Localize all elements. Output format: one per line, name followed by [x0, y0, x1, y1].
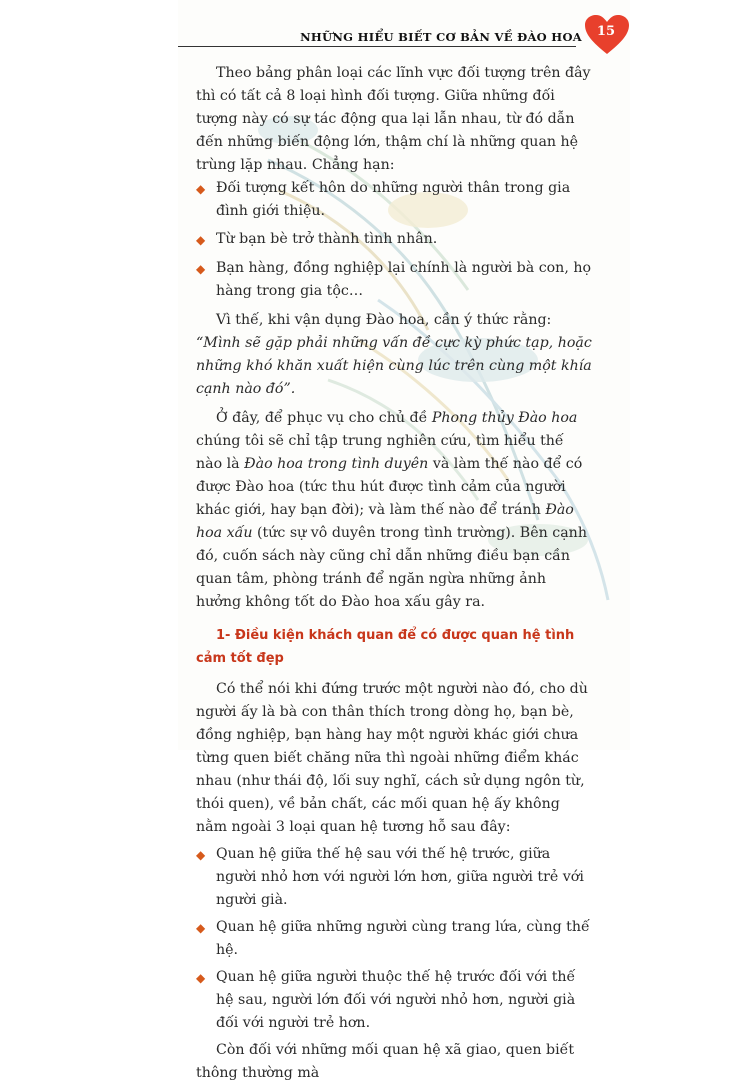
- list-item: [196, 228, 594, 252]
- paragraph-text: Vì thế, khi vận dụng Đào hoa, cần ý thức rằng:: [216, 312, 552, 328]
- list-item: [196, 966, 594, 1035]
- paragraph: Theo bảng phân loại các lĩnh vực đối tượng trên đây thì có tất cả 8 loại hình đối tượng. Giữa những đối tượng này có sự tác động qua lại lẫn nhau, từ đó dẫn đến những biến động lớn, thậm chí là những quan hệ trùng lặp nhau. Chẳng hạn:: [196, 65, 591, 173]
- paragraph: Còn đối với những mối quan hệ xã giao, quen biết thông thường mà: [196, 1042, 575, 1081]
- emphasis-text: Đào hoa xấu: [196, 502, 574, 541]
- diamond-bullet-icon: ◆: [196, 848, 206, 862]
- emphasis-text: Phong thủy Đào hoa: [431, 410, 578, 426]
- quote-text: “Mình sẽ gặp phải những vấn đề cực kỳ phức tạp, hoặc những khó khăn xuất hiện cùng lúc trên cùng một khía cạnh nào đó”.: [196, 335, 592, 397]
- list-item-text: Quan hệ giữa những người cùng trang lứa, cùng thế hệ.: [216, 919, 590, 958]
- diamond-bullet-icon: ◆: [196, 233, 206, 247]
- paragraph: [196, 309, 594, 401]
- page-number: 15: [596, 24, 615, 39]
- list-item: [196, 177, 594, 223]
- list-item-text: Từ bạn bè trở thành tình nhân.: [216, 231, 438, 247]
- paragraph-text: Ở đây, để phục vụ cho chủ đề: [216, 410, 432, 426]
- diamond-bullet-icon: ◆: [196, 182, 206, 196]
- emphasis-text: Đào hoa trong tình duyên: [244, 456, 429, 472]
- diamond-bullet-icon: ◆: [196, 262, 206, 276]
- section-heading: 1- Điều kiện khách quan để có được quan hệ tình cảm tốt đẹp: [196, 628, 575, 666]
- list-item: [196, 843, 594, 912]
- body-text: [196, 62, 594, 1085]
- diamond-bullet-icon: ◆: [196, 971, 206, 985]
- paragraph-text: (tức sự vô duyên trong tình trường). Bên cạnh đó, cuốn sách này cũng chỉ dẫn những điều bạn cần quan tâm, phòng tránh để ngăn ngừa những ảnh hưởng không tốt do Đào hoa xấu gây ra.: [196, 525, 587, 610]
- diamond-bullet-icon: ◆: [196, 921, 206, 935]
- list-item-text: Đối tượng kết hôn do những người thân trong gia đình giới thiệu.: [216, 180, 571, 219]
- paragraph: [196, 407, 594, 614]
- header-rule: [178, 46, 576, 47]
- paragraph-text: chúng tôi sẽ chỉ tập trung nghiên cứu, tìm hiểu thế nào là: [196, 433, 564, 472]
- list-item: [196, 257, 594, 303]
- list-item-text: Bạn hàng, đồng nghiệp lại chính là người bà con, họ hàng trong gia tộc…: [216, 260, 592, 299]
- paragraph-text: và làm thế nào để có được Đào hoa (tức thu hút được tình cảm của người khác giới, hay bạn đời); và làm thế nào để tránh: [196, 456, 583, 518]
- paragraph: Có thể nói khi đứng trước một người nào đó, cho dù người ấy là bà con thân thích trong dòng họ, bạn bè, đồng nghiệp, bạn hàng hay một người khác giới chưa từng quen biết chăng nữa thì ngoài những điểm khác nhau (như thái độ, lối suy nghĩ, cách sử dụng ngôn từ, thói quen), về bản chất, các mối quan hệ ấy không nằm ngoài 3 loại quan hệ tương hỗ sau đây:: [196, 681, 588, 835]
- list-item-text: Quan hệ giữa người thuộc thế hệ trước đối với thế hệ sau, người lớn đối với người nhỏ hơn, người già đối với người trẻ hơn.: [216, 969, 576, 1031]
- list-item: [196, 916, 594, 962]
- running-header: NHỮNG HIỂU BIẾT CƠ BẢN VỀ ĐÀO HOA: [300, 30, 582, 44]
- list-item-text: Quan hệ giữa thế hệ sau với thế hệ trước, giữa người nhỏ hơn với người lớn hơn, giữa người trẻ với người già.: [216, 846, 584, 908]
